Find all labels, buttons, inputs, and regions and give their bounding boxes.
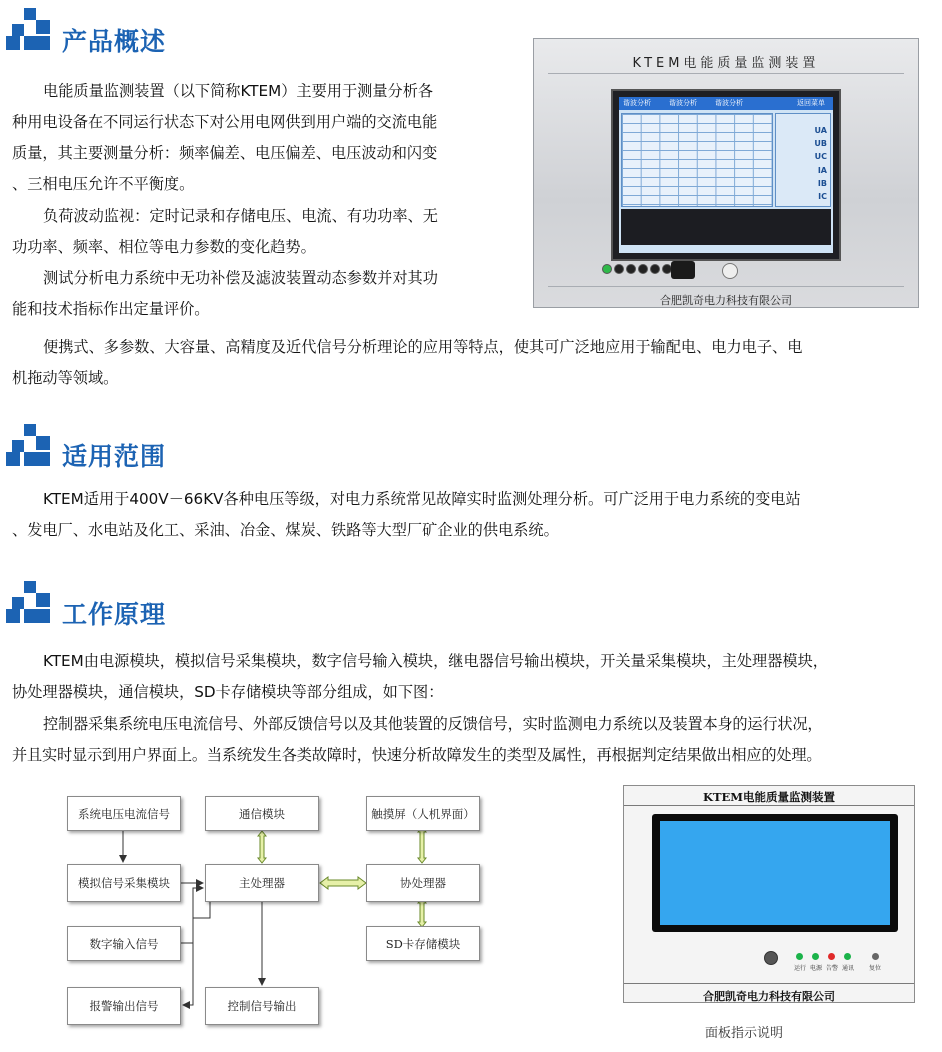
block-sd-storage: SD卡存储模块 <box>366 926 480 961</box>
panel-label-alarm: 告警 <box>826 965 839 972</box>
screen-tab-2: 谐波分析 <box>669 99 697 107</box>
screen-phase-list: UA UB UC IA IB IC <box>775 113 831 207</box>
panel-screen <box>652 814 898 932</box>
block-communication: 通信模块 <box>205 796 319 831</box>
device-switch <box>671 261 695 279</box>
overview-paragraph-2: 负荷波动监视：定时记录和存储电压、电流、有功功率、无 功功率、频率、相位等电力参数的变化趋势。 <box>12 207 438 256</box>
device-reset-button <box>722 263 738 279</box>
section-icon-scope <box>6 424 52 468</box>
block-main-processor: 主处理器 <box>205 864 319 902</box>
panel-diagram <box>623 785 915 1003</box>
panel-knob <box>764 951 778 965</box>
panel-led-alarm <box>828 953 835 960</box>
screen-waveform-area <box>621 209 831 245</box>
screen-tab-menu: 返回菜单 <box>797 99 825 107</box>
principle-paragraph-1: KTEM由电源模块，模拟信号采集模块，数字信号输入模块，继电器信号输出模块，开关量采集模块，主处理器模块， 协处理器模块，通信模块，SD卡存储模块等部分组成，如下图： <box>12 652 828 701</box>
block-coprocessor: 协处理器 <box>366 864 480 902</box>
scope-paragraph: KTEM适用于400V－66KV各种电压等级，对电力系统常见故障实时监测处理分析。可广泛用于电力系统的变电站 、发电厂、水电站及化工、采油、冶金、煤炭、铁路等大型厂矿企业的供电系统。 <box>12 490 801 539</box>
device-title: KTEM电能质量监测装置 <box>632 56 820 71</box>
block-digital-input: 数字输入信号 <box>67 926 181 961</box>
panel-label-reset: 复位 <box>869 965 882 972</box>
overview-paragraph-4: 便携式、多参数、大容量、高精度及近代信号分析理论的应用等特点，使其可广泛地应用于输配电、电力电子、电 机拖动等领域。 <box>12 338 803 387</box>
screen-tab-3: 谐波分析 <box>715 99 743 107</box>
section-icon-overview <box>6 8 52 52</box>
panel-label-run: 运行 <box>794 965 807 972</box>
block-analog-acquisition: 模拟信号采集模块 <box>67 864 181 902</box>
panel-caption: 面板指示说明 <box>705 1026 784 1041</box>
section-icon-principle <box>6 581 52 625</box>
panel-title: KTEM电能质量监测装置 <box>702 790 836 804</box>
overview-paragraph-3: 测试分析电力系统中无功补偿及滤波装置动态参数并对其功 能和技术指标作出定量评价。 <box>12 269 438 318</box>
section-title-principle: 工作原理 <box>62 600 167 629</box>
panel-reset-button <box>872 953 879 960</box>
panel-label-power: 电源 <box>810 965 823 972</box>
panel-label-comm: 通讯 <box>842 965 855 972</box>
screen-tab-1: 谐波分析 <box>623 99 651 107</box>
section-title-overview: 产品概述 <box>62 27 167 56</box>
block-touchscreen: 触摸屏（人机界面） <box>366 796 480 831</box>
panel-led-power <box>812 953 819 960</box>
panel-led-comm <box>844 953 851 960</box>
principle-paragraph-2: 控制器采集系统电压电流信号、外部反馈信号以及其他装置的反馈信号，实时监测电力系统以及装置本身的运行状况， 并且实时显示到用户界面上。当系统发生各类故障时，快速分析故障发生的类型及属性，再根据判定结果做出相应的处理。 <box>12 715 823 764</box>
section-title-scope: 适用范围 <box>62 442 167 471</box>
device-company: 合肥凯奇电力科技有限公司 <box>660 294 792 307</box>
panel-led-run <box>796 953 803 960</box>
device-photo <box>533 38 919 308</box>
overview-paragraph-1: 电能质量监测装置（以下简称KTEM）主要用于测量分析各 种用电设备在不同运行状态下对公用电网供到用户端的交流电能 质量，其主要测量分析：频率偏差、电压偏差、电压波动和闪变 、三相电压允许不平衡度。 <box>12 82 438 193</box>
block-system-signal: 系统电压电流信号 <box>67 796 181 831</box>
panel-company: 合肥凯奇电力科技有限公司 <box>703 990 835 1003</box>
block-control-output: 控制信号输出 <box>205 987 319 1025</box>
device-screen <box>611 89 841 261</box>
block-alarm-output: 报警输出信号 <box>67 987 181 1025</box>
screen-table <box>621 113 773 207</box>
